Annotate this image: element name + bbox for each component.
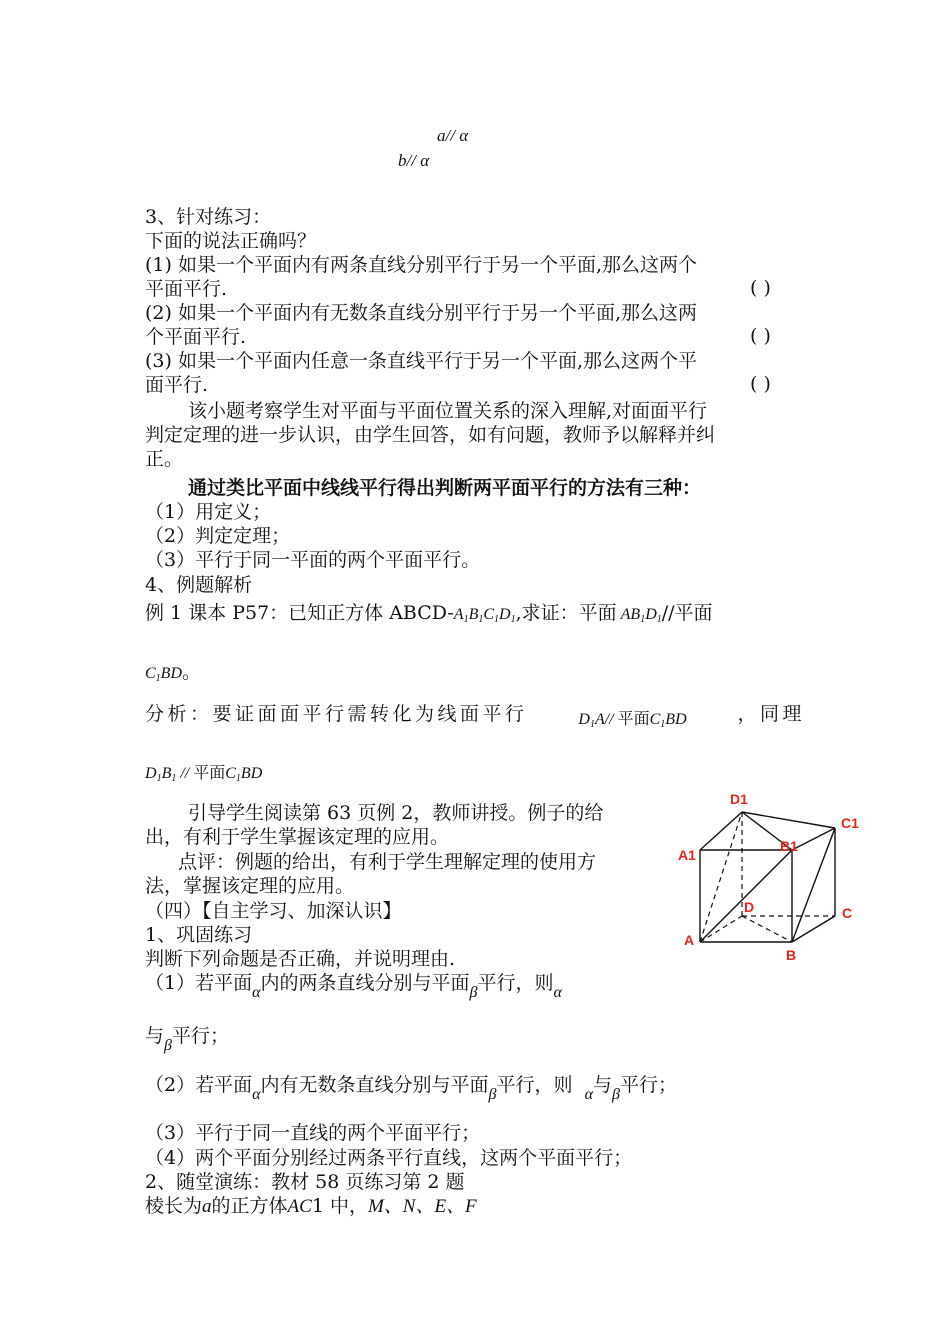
label-a1: A1 xyxy=(678,847,696,863)
proposition-2-a: （2）若平面 xyxy=(145,1074,253,1096)
cube-figure xyxy=(670,790,870,970)
edge-a1-d1 xyxy=(700,812,742,850)
beta-symbol: β xyxy=(164,1037,172,1054)
formula-plane-ab1d1: $AB_1D_1$ xyxy=(616,606,662,625)
answer-paren-2: ( ) xyxy=(750,325,771,347)
alpha-symbol: α xyxy=(252,984,261,1001)
hidden-edge-a-d xyxy=(700,916,742,942)
hidden-diag-d-b xyxy=(742,916,792,942)
analysis-line-2 xyxy=(145,760,262,791)
analysis-line xyxy=(145,702,805,737)
alpha-symbol: α xyxy=(553,984,562,1001)
remark-text: 点评：例题的给出，有利于学生理解定理的使用方 xyxy=(178,851,597,873)
proposition-4: （4）两个平面分别经过两条平行直线，这两个平面平行； xyxy=(145,1147,633,1169)
practice-item-3: (3) 如果一个平面内任意一条直线平行于另一个平面,那么这两个平 xyxy=(145,350,697,372)
proposition-1 xyxy=(145,971,562,1005)
proposition-2-d: 与 xyxy=(593,1074,613,1096)
practice-item-2: (2) 如果一个平面内有无数条直线分别平行于另一个平面,那么这两 xyxy=(145,302,697,324)
point-names: M、N、E、F xyxy=(367,1196,477,1217)
practice-item-1: (1) 如果一个平面内有两条直线分别平行于另一个平面,那么这两个 xyxy=(145,254,697,276)
formula-b-parallel-alpha: b// α xyxy=(398,151,430,170)
beta-symbol: β xyxy=(488,1086,497,1103)
label-b: B xyxy=(786,947,797,963)
method-2: （2）判定定理； xyxy=(145,525,291,547)
practice-item-1-cont: 平面平行. xyxy=(145,278,228,300)
practice-item-2-cont: 个平面平行. xyxy=(145,326,247,348)
final-line xyxy=(145,1194,477,1219)
label-c1: C1 xyxy=(841,815,859,831)
practice-title: 3、针对练习： xyxy=(145,206,272,228)
proposition-1-d: 与 xyxy=(145,1025,165,1047)
section-4-instruction: 判断下列命题是否正确，并说明理由. xyxy=(145,948,456,970)
formula-c1bd: $C_1BD$ xyxy=(145,665,182,684)
methods-heading: 通过类比平面中线线平行得出判断两平面平行的方法有三种： xyxy=(188,477,702,499)
proposition-2 xyxy=(145,1073,677,1107)
proposition-1-b: 内的两条直线分别与平面 xyxy=(260,972,470,994)
practice-item-3-cont: 面平行. xyxy=(145,374,209,396)
edge-d1-c1 xyxy=(742,812,835,828)
analysis-text: 分析：要证面面平行需转化为线面平行 xyxy=(145,703,528,725)
proposition-1-e: 平行； xyxy=(171,1025,229,1047)
edge-variable: a xyxy=(202,1196,212,1217)
proposition-2-c: 平行，则 xyxy=(496,1074,573,1096)
final-text-a: 棱长为 xyxy=(145,1195,203,1217)
beta-symbol: β xyxy=(612,1086,620,1103)
practice-comment-end: 正。 xyxy=(145,448,184,470)
section-4-sub2: 2、随堂演练：教材 58 页练习第 2 题 xyxy=(145,1171,465,1193)
final-text-c: 1 中， xyxy=(311,1195,368,1217)
formula-a1b1c1d1: $A_1B_1C_1D_1$ xyxy=(453,606,516,625)
alpha-symbol: α xyxy=(252,1086,261,1103)
example-title: 4、例题解析 xyxy=(145,574,253,596)
proposition-1-a: （1）若平面 xyxy=(145,972,253,994)
method-1: （1）用定义； xyxy=(145,501,272,523)
label-b1: B1 xyxy=(780,838,798,854)
example-1-end: 。 xyxy=(182,661,202,683)
analysis-text-2: ，同理 xyxy=(737,703,805,725)
guide-text: 引导学生阅读第 63 页例 2，教师讲授。例子的给 xyxy=(188,802,604,824)
section-4-sub1: 1、巩固练习 xyxy=(145,924,253,946)
practice-comment: 该小题考察学生对平面与平面位置关系的深入理解,对面面平行 xyxy=(188,400,708,422)
example-1-line-2 xyxy=(145,660,201,691)
label-d1: D1 xyxy=(730,791,748,807)
answer-paren-1: ( ) xyxy=(750,277,771,299)
proposition-1-cont xyxy=(145,1024,229,1058)
formula-d1b1-parallel-plane-c1bd: $D_1B_1$ // 平面$C_1BD$ xyxy=(145,765,263,784)
practice-comment-cont: 判定定理的进一步认识，由学生回答，如有问题，教师予以解释并纠 xyxy=(145,424,716,446)
diag-b-c1 xyxy=(792,828,835,942)
practice-question: 下面的说法正确吗？ xyxy=(145,230,317,252)
edge-b-c xyxy=(792,916,835,942)
label-a: A xyxy=(684,932,695,948)
final-text-b: 的正方体 xyxy=(211,1195,288,1217)
section-4-title: （四）【自主学习、加深认识】 xyxy=(145,900,402,922)
label-d: D xyxy=(744,899,755,915)
answer-paren-3: ( ) xyxy=(750,373,771,395)
method-3: （3）平行于同一平面的两个平面平行。 xyxy=(145,549,481,571)
example-1-text-c: //平面 xyxy=(661,602,713,624)
example-1-line xyxy=(145,601,713,632)
label-c: C xyxy=(842,905,853,921)
proposition-3: （3）平行于同一直线的两个平面平行； xyxy=(145,1122,481,1144)
formula-d1a-parallel-plane-c1bd: $D_1A//$ 平面$C_1BD$ xyxy=(578,711,687,730)
formula-a-parallel-alpha: a// α xyxy=(437,126,469,145)
remark-text-cont: 法，掌握该定理的应用。 xyxy=(145,875,355,897)
proposition-2-e: 平行； xyxy=(619,1074,677,1096)
example-1-text-a: 例 1 课本 P57：已知正方体 ABCD- xyxy=(145,602,454,624)
proposition-1-c: 平行，则 xyxy=(477,972,554,994)
diag-a-b1 xyxy=(700,850,792,942)
cube-name: AC xyxy=(287,1196,312,1217)
beta-symbol: β xyxy=(469,984,478,1001)
example-1-text-b: ,求证：平面 xyxy=(515,602,617,624)
alpha-symbol: α xyxy=(584,1086,593,1103)
guide-text-cont: 出，有利于学生掌握该定理的应用。 xyxy=(145,826,450,848)
proposition-2-b: 内有无数条直线分别与平面 xyxy=(260,1074,489,1096)
